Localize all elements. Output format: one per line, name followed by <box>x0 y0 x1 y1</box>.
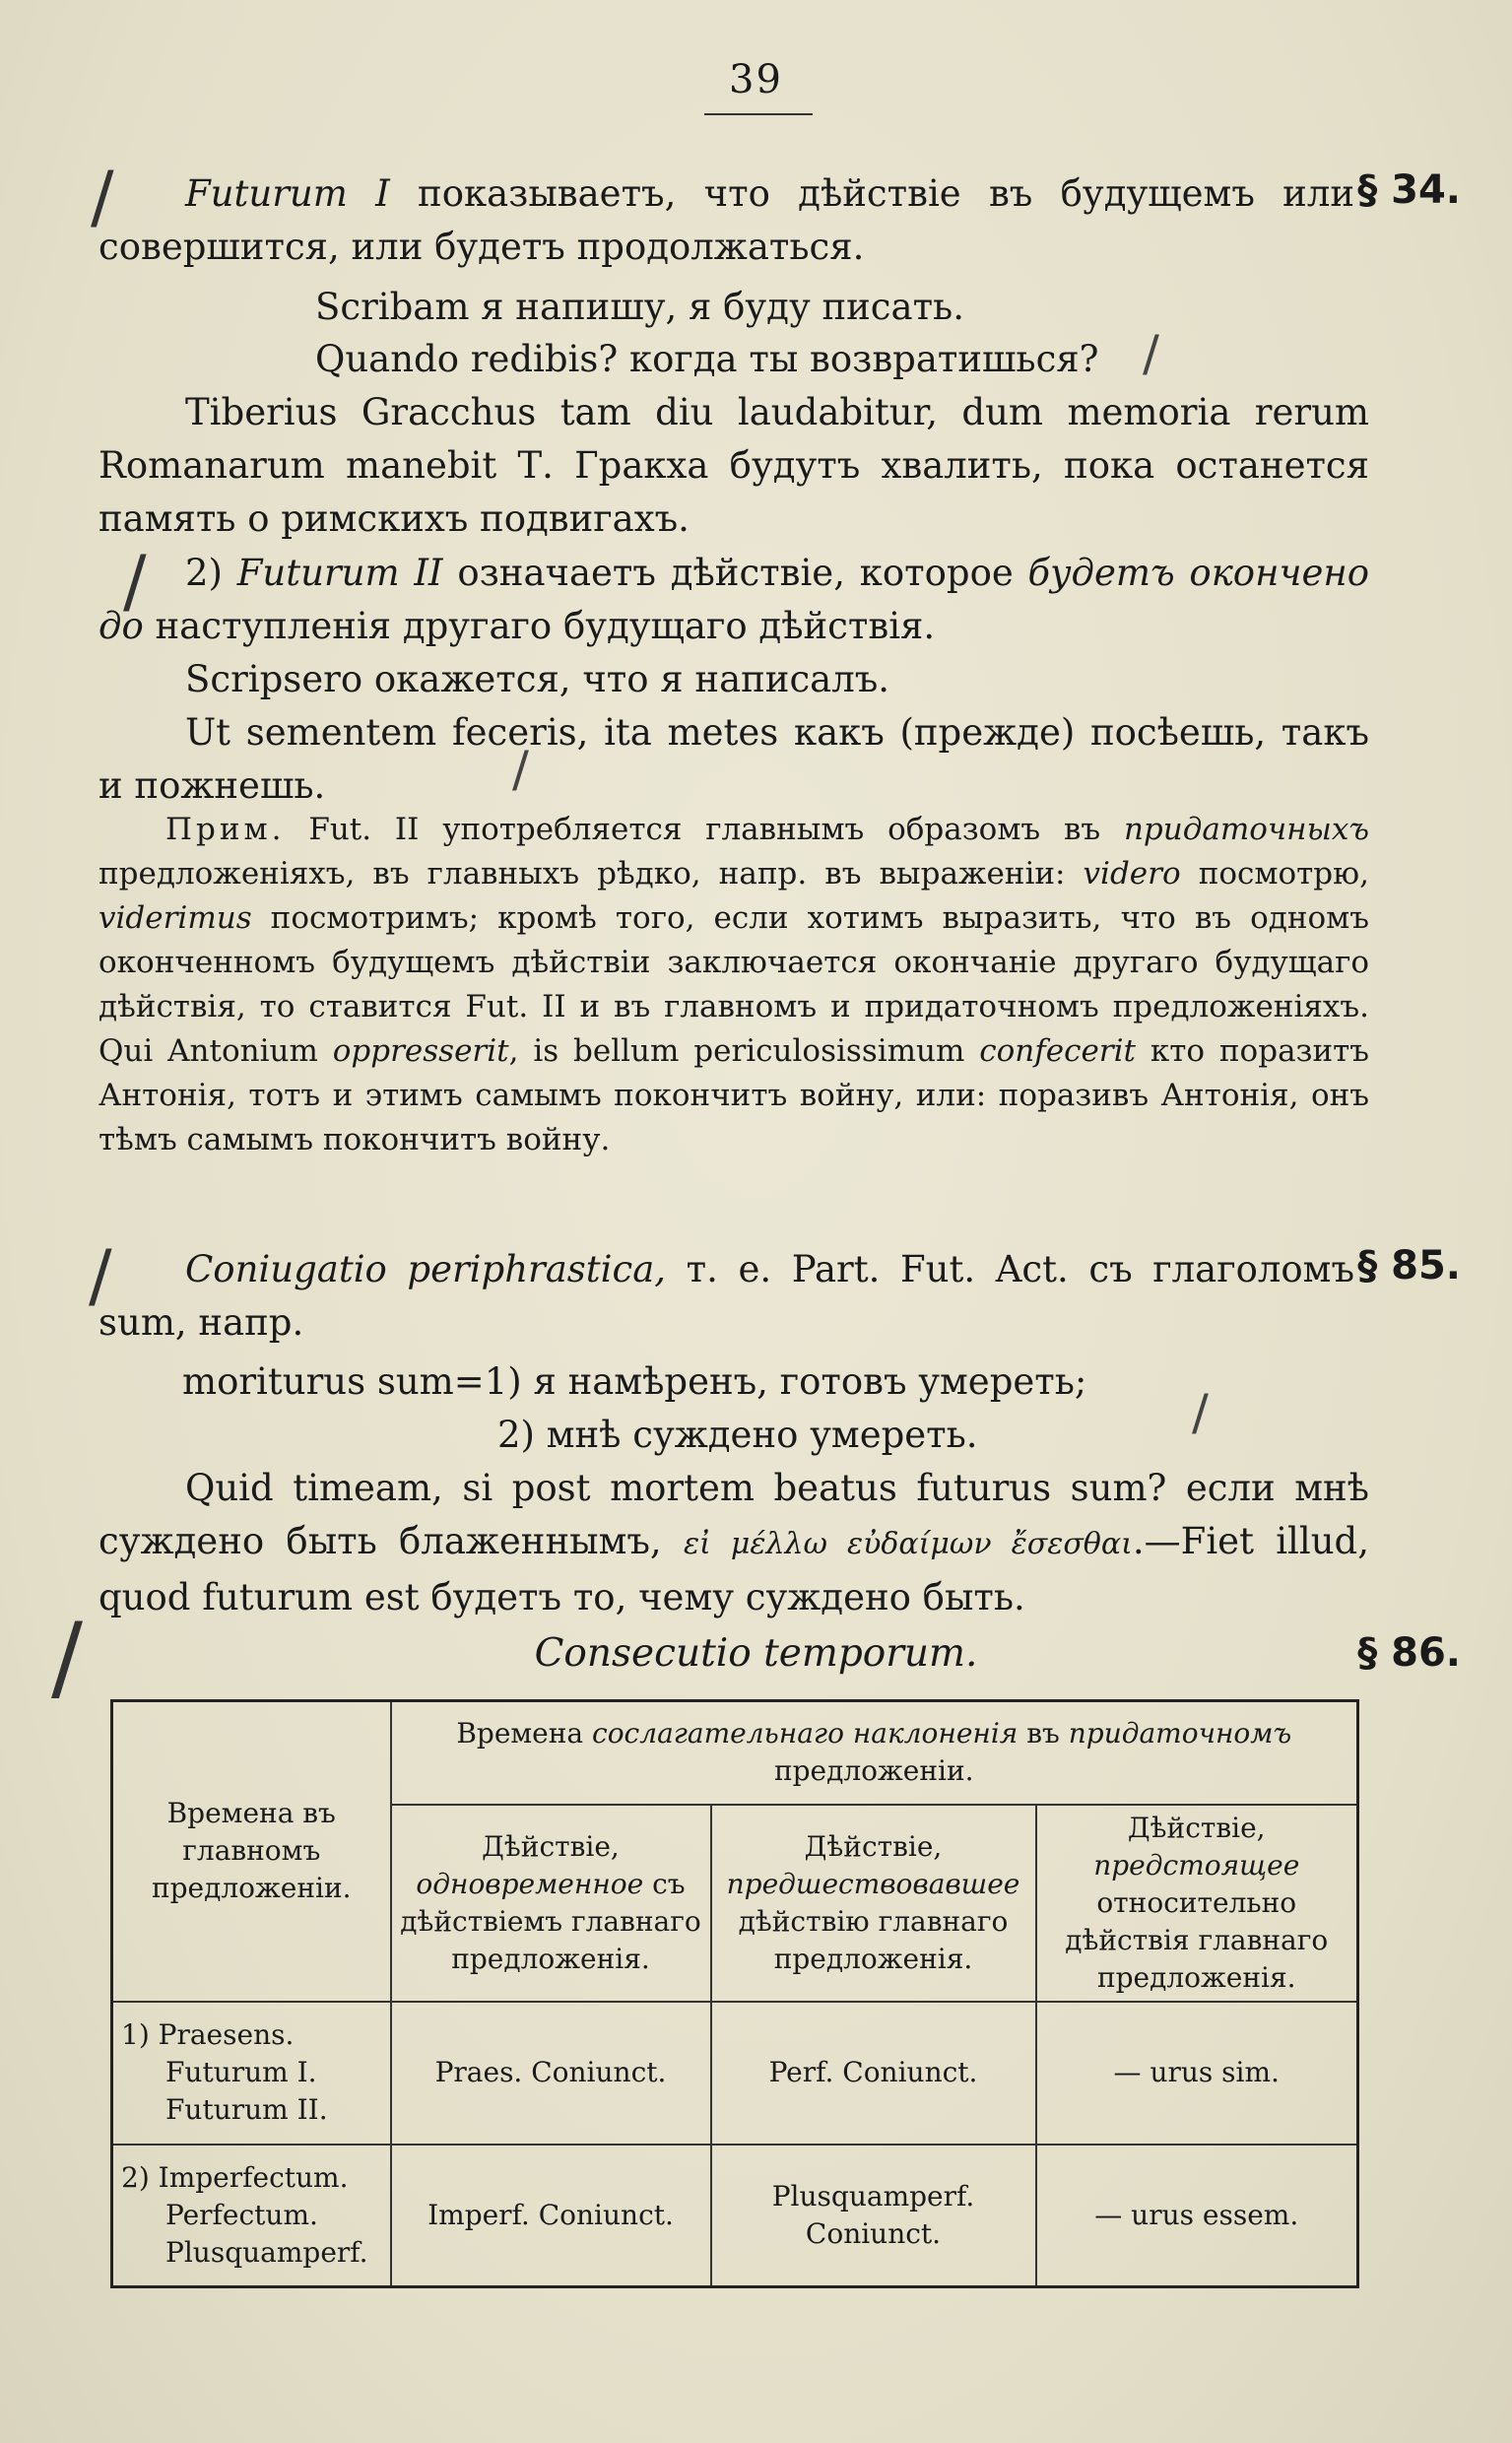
term-coniugatio: Coniugatio periphrastica, <box>185 1248 667 1290</box>
pencil-bracket-mark: / <box>51 1604 84 1712</box>
pencil-bracket-mark: / <box>89 1235 112 1316</box>
term-futurum-2: Futurum II <box>236 552 443 594</box>
section-marker-86: § 86. <box>1357 1630 1461 1676</box>
example-scripsero: Scripsero окажется, что я написалъ. <box>185 658 890 700</box>
example-quando: Quando redibis? когда ты возвратишься? <box>315 338 1099 380</box>
pencil-bracket-mark: / <box>123 541 147 622</box>
table-cell: Perf. Coniunct. <box>711 2002 1036 2145</box>
consecutio-table <box>110 1699 1359 2288</box>
table-cell-main-tenses: 2) Imperfectum. Perfectum. Plusquamperf. <box>112 2145 391 2287</box>
pencil-slash-mark: / <box>1143 325 1159 382</box>
paragraph-tiberius: Tiberius Gracchus tam diu laudabitur, dum memoria rerum Romanarum manebit Т. Гракха будутъ хвалить, пока останется память о римскихъ подвигахъ. <box>99 391 1369 540</box>
table-head-subordinate: Времена сослагательнаго наклоненія въ придаточномъ предложеніи. <box>391 1701 1358 1805</box>
pencil-slash-mark: / <box>512 741 529 798</box>
table-cell: — urus essem. <box>1036 2145 1358 2287</box>
table-cell: Imperf. Coniunct. <box>391 2145 711 2287</box>
example-moriturus-2: 2) мнѣ суждено умереть. <box>497 1414 978 1456</box>
table-cell: Praes. Coniunct. <box>391 2002 711 2145</box>
term-futurum-1: Futurum I <box>185 172 390 215</box>
paragraph-futurum-2: 2) Futurum II означаетъ дѣйствіе, которое будетъ окончено до наступленія другаго будущаго дѣйствія. <box>99 552 1370 647</box>
note-fut-2: Прим. Fut. II употребляется главнымъ образомъ въ придаточныхъ предложеніяхъ, въ главныхъ рѣдко, напр. въ выраженіи: videro посмотрю, viderimus посмотримъ; кромѣ того, если хотимъ выразить, что въ одномъ оконченномъ будущемъ дѣйствіи заключается окончаніе другаго будущаго дѣйствія, то ставится Fut. II и въ главномъ и придаточномъ предложеніяхъ. Qui Antonium oppresserit, is bellum periculosissimum confecerit кто поразитъ Антонія, тотъ и этимъ самымъ покончитъ войну, или: поразивъ Антонія, онъ тѣмъ самымъ покончитъ войну. <box>99 812 1369 1157</box>
page-number: 39 <box>729 57 783 102</box>
table-cell: — urus sim. <box>1036 2002 1358 2145</box>
table-head-main: Времена въ главномъ предложеніи. <box>112 1701 391 2002</box>
pencil-slash-mark: / <box>1192 1384 1209 1441</box>
paragraph-futurum-1: Futurum I показываетъ, что дѣйствіе въ будущемъ или совершится, или будетъ продолжаться. <box>99 172 1354 268</box>
table-col-future: Дѣйствіе, предстоящее относительно дѣйствія главнаго предложенія. <box>1036 1805 1358 2002</box>
table-col-preceding: Дѣйствіе, предшествовавшее дѣйствію главнаго предложенія. <box>711 1805 1036 2002</box>
example-moriturus-1: moriturus sum=1) я намѣренъ, готовъ умереть; <box>182 1360 1087 1403</box>
table-col-simultaneous: Дѣйствіе, одновременное съ дѣйствіемъ главнаго предложенія. <box>391 1805 711 2002</box>
greek-phrase: εἰ μέλλω εὐδαίμων ἔσεσθαι <box>683 1527 1133 1561</box>
table-row <box>112 2145 1358 2287</box>
table-cell: Plusquamperf. Coniunct. <box>711 2145 1036 2287</box>
table-row <box>112 2002 1358 2145</box>
pencil-bracket-mark: / <box>91 157 114 237</box>
paragraph-quid-timeam: Quid timeam, si post mortem beatus futurus sum? если мнѣ суждено быть блаженнымъ, εἰ μέλλω εὐδαίμων ἔσεσθαι.—Fiet illud, quod futurum est будетъ то, чему суждено быть. <box>99 1467 1369 1618</box>
section-marker-85: § 85. <box>1357 1243 1461 1288</box>
example-scribam: Scribam я напишу, я буду писать. <box>315 286 964 328</box>
table-cell-main-tenses: 1) Praesens. Futurum I. Futurum II. <box>112 2002 391 2145</box>
section-title-consecutio: Consecutio temporum. <box>534 1631 978 1676</box>
paragraph-coniugatio: Coniugatio periphrastica, т. е. Part. Fut. Act. съ глаголомъ sum, напр. <box>99 1248 1354 1344</box>
page-number-rule <box>704 113 813 115</box>
paragraph-sementem: Ut sementem feceris, ita metes какъ (прежде) посѣешь, такъ и пожнешь. <box>99 711 1369 807</box>
section-marker-34: § 34. <box>1357 167 1461 213</box>
